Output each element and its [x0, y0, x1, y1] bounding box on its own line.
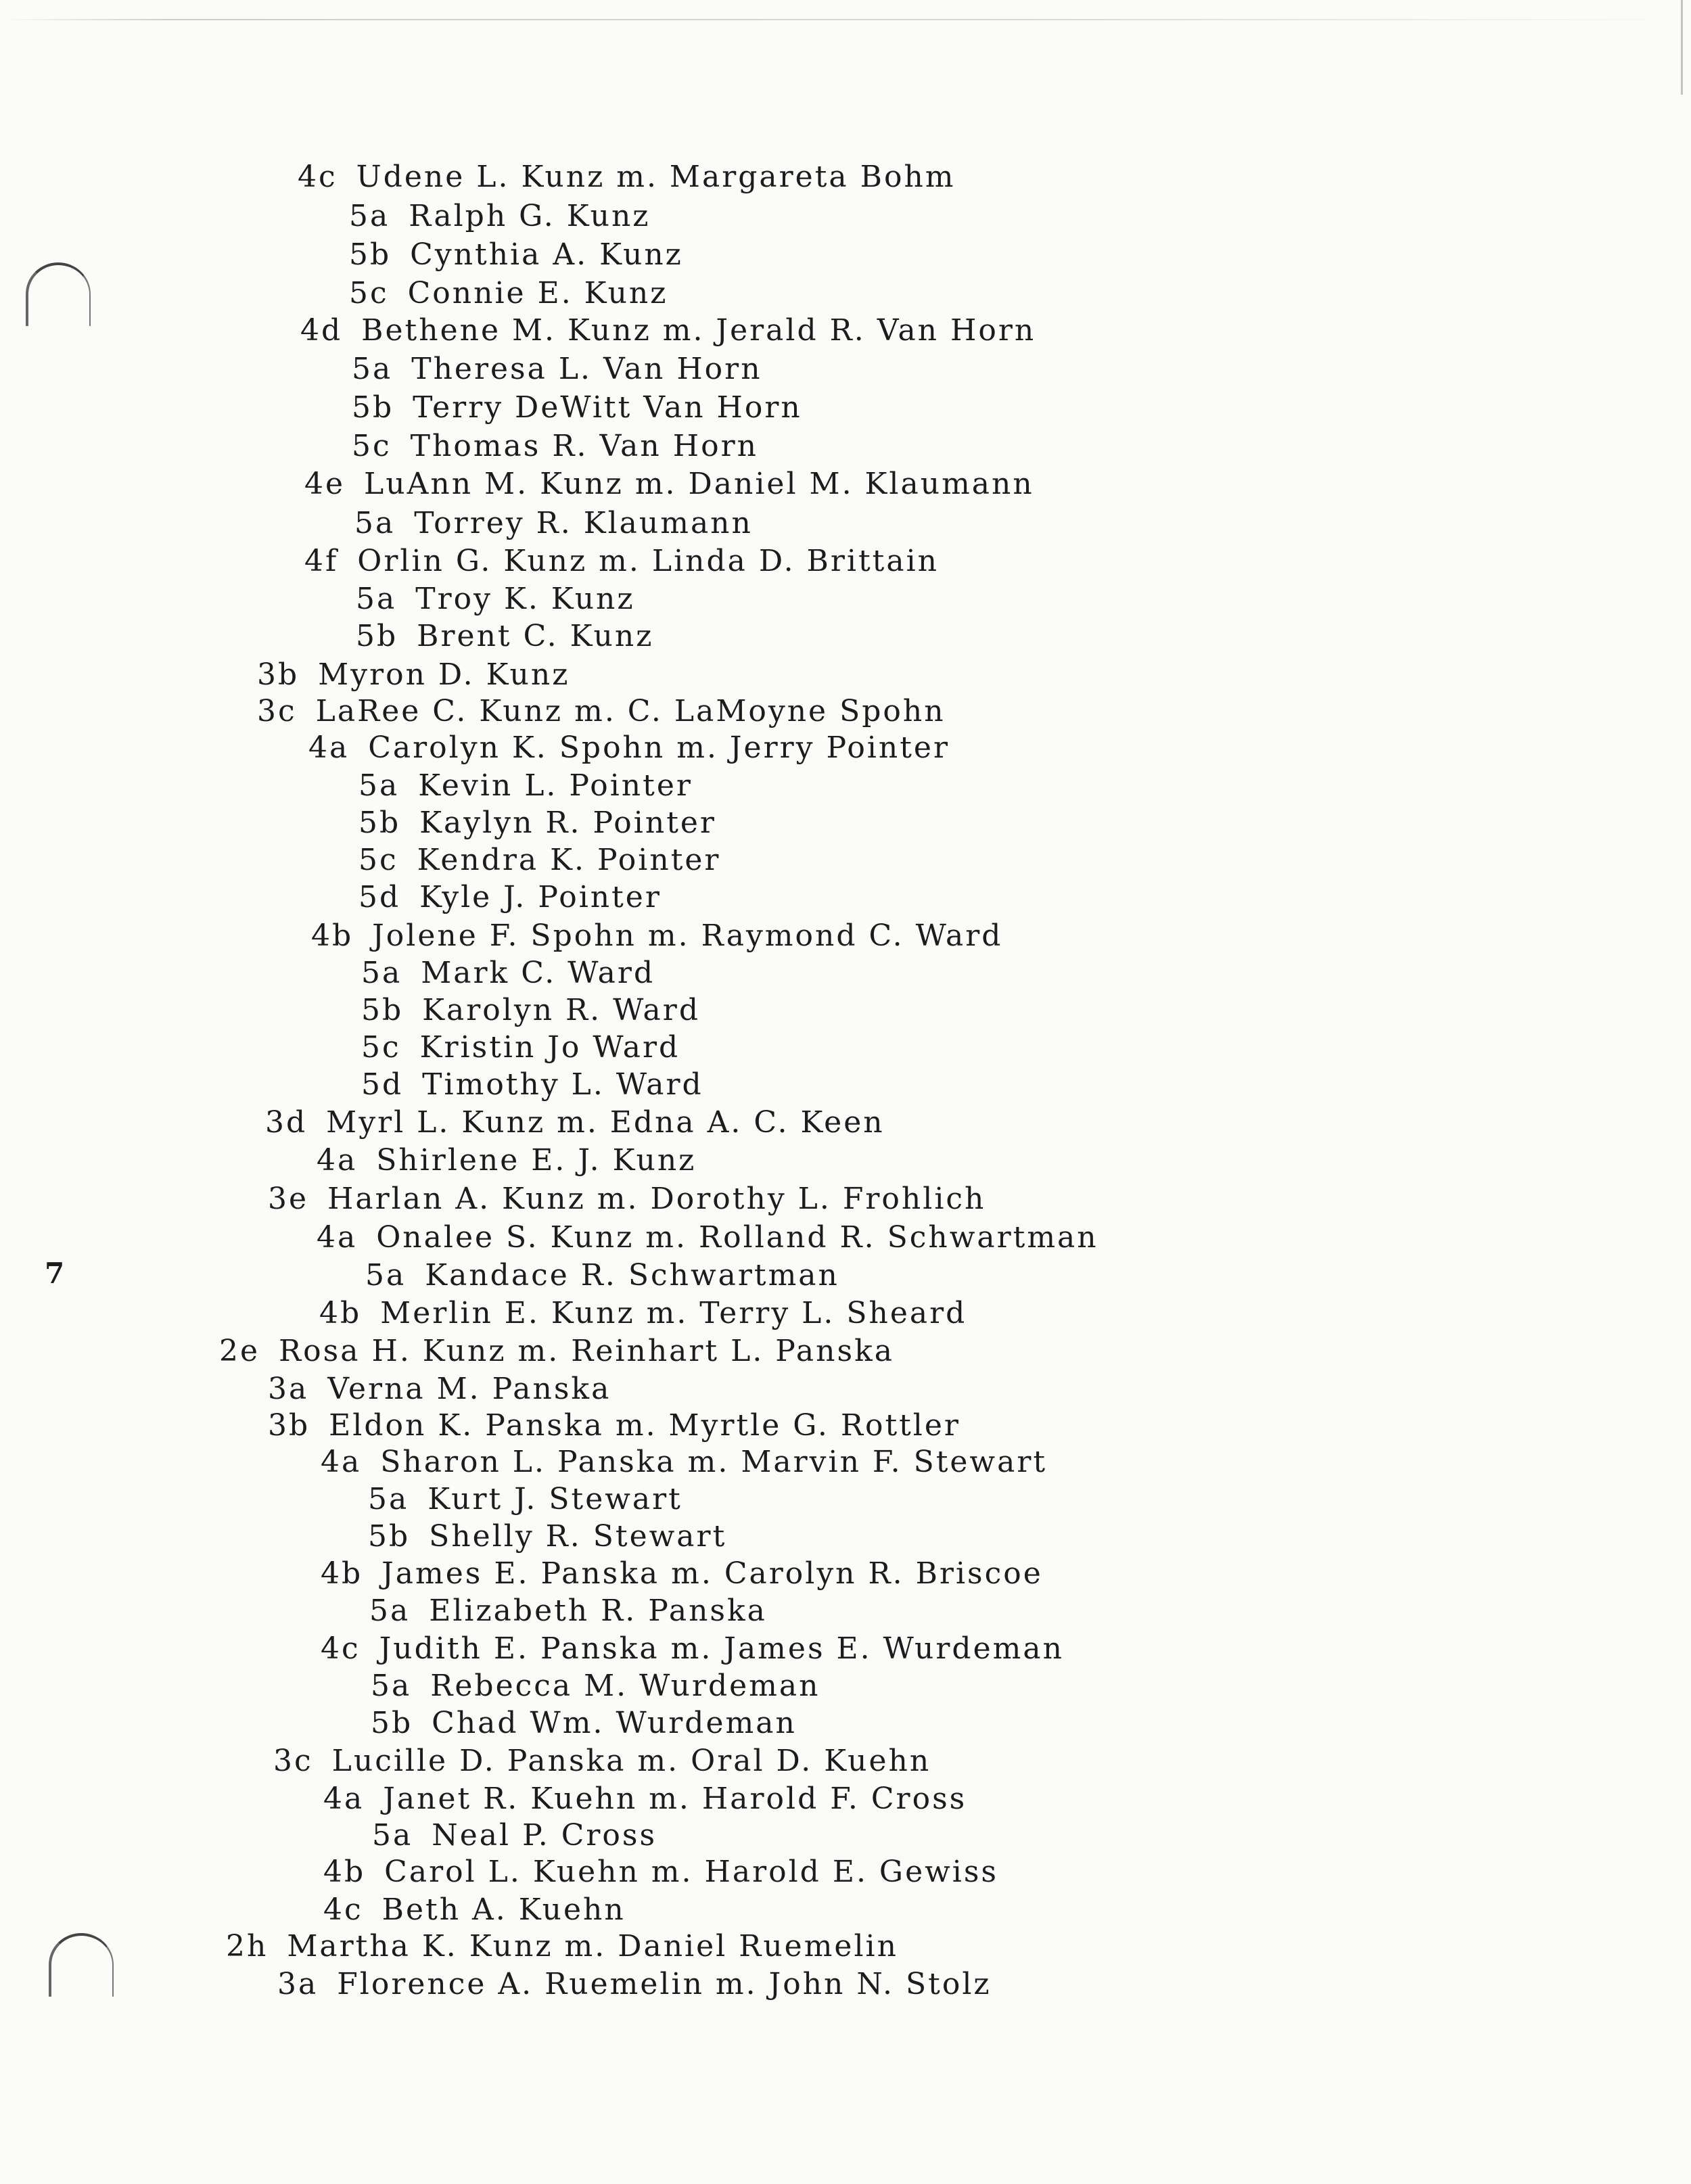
- genealogy-entry: [369, 1596, 767, 1626]
- paper-edge-right: [1681, 0, 1683, 95]
- person-name: LaRee C. Kunz m. C. LaMoyne Spohn: [315, 694, 946, 728]
- generation-code: 4a: [317, 1143, 358, 1178]
- generation-code: 4a: [308, 730, 350, 765]
- genealogy-entry: [372, 1818, 657, 1853]
- genealogy-entry: [219, 1334, 894, 1368]
- genealogy-entry: [371, 1706, 797, 1740]
- genealogy-entry: [317, 1143, 697, 1178]
- person-name: Neal P. Cross: [432, 1818, 657, 1853]
- person-name: Verna M. Panska: [327, 1372, 611, 1406]
- generation-code: 5a: [372, 1818, 413, 1853]
- generation-code: 3c: [257, 694, 297, 728]
- generation-code: 5a: [358, 768, 400, 803]
- generation-code: 3a: [277, 1967, 319, 2001]
- genealogy-entry: [356, 584, 635, 614]
- genealogy-entry: [354, 506, 753, 540]
- generation-code: 5b: [368, 1519, 411, 1554]
- generation-code: 5c: [361, 1030, 401, 1065]
- genealogy-entry: [358, 880, 662, 914]
- genealogy-entry: [349, 199, 651, 233]
- generation-code: 4a: [323, 1782, 365, 1816]
- genealogy-entry: [323, 1784, 967, 1814]
- person-name: Terry DeWitt Van Horn: [413, 390, 802, 425]
- generation-code: 5a: [371, 1669, 412, 1703]
- generation-code: 3b: [268, 1408, 310, 1443]
- person-name: Florence A. Ruemelin m. John N. Stolz: [337, 1967, 992, 2001]
- genealogy-entry: [358, 808, 716, 838]
- person-name: Udene L. Kunz m. Margareta Bohm: [356, 160, 956, 194]
- genealogy-entry: [361, 1030, 680, 1065]
- generation-code: 4d: [300, 313, 343, 348]
- generation-code: 3a: [268, 1372, 309, 1406]
- generation-code: 4a: [321, 1445, 362, 1479]
- person-name: Myron D. Kunz: [318, 657, 570, 692]
- generation-code: 4b: [311, 919, 354, 953]
- generation-code: 5b: [361, 993, 404, 1027]
- person-name: Rosa H. Kunz m. Reinhart L. Panska: [279, 1334, 894, 1368]
- generation-code: 4b: [321, 1556, 363, 1591]
- person-name: Bethene M. Kunz m. Jerald R. Van Horn: [361, 313, 1036, 348]
- genealogy-entry: [226, 1929, 898, 1964]
- paper-edge: [0, 19, 1691, 20]
- person-name: Eldon K. Panska m. Myrtle G. Rottler: [329, 1408, 960, 1443]
- person-name: Janet R. Kuehn m. Harold F. Cross: [383, 1782, 967, 1816]
- genealogy-entry: [273, 1746, 931, 1776]
- person-name: Ralph G. Kunz: [409, 199, 651, 233]
- genealogy-entry: [365, 1258, 839, 1293]
- person-name: Troy K. Kunz: [415, 582, 635, 616]
- genealogy-entry: [368, 1519, 727, 1554]
- genealogy-entry: [268, 1408, 960, 1443]
- person-name: Torrey R. Klaumann: [414, 506, 753, 540]
- genealogy-entry: [323, 1892, 626, 1927]
- person-name: Jolene F. Spohn m. Raymond C. Ward: [372, 919, 1003, 953]
- genealogy-entry: [321, 1556, 1043, 1591]
- person-name: Martha K. Kunz m. Daniel Ruemelin: [287, 1929, 898, 1964]
- genealogy-entry: [257, 657, 570, 692]
- person-name: Connie E. Kunz: [407, 276, 668, 310]
- generation-code: 4c: [321, 1631, 361, 1666]
- genealogy-entry: [265, 1105, 885, 1140]
- genealogy-entry: [349, 237, 683, 272]
- generation-code: 2h: [226, 1929, 269, 1964]
- person-name: Kristin Jo Ward: [419, 1030, 680, 1065]
- person-name: Kaylyn R. Pointer: [419, 806, 716, 840]
- generation-code: 5b: [358, 806, 401, 840]
- person-name: Rebecca M. Wurdeman: [430, 1669, 820, 1703]
- genealogy-entry: [321, 1447, 1047, 1477]
- generation-code: 5c: [352, 429, 392, 463]
- genealogy-entry: [368, 1482, 682, 1516]
- person-name: Mark C. Ward: [421, 956, 655, 990]
- generation-code: 5c: [349, 276, 389, 310]
- person-name: Karolyn R. Ward: [422, 993, 700, 1027]
- generation-code: 5d: [361, 1067, 404, 1102]
- genealogy-entry: [311, 921, 1002, 951]
- person-name: Beth A. Kuehn: [381, 1892, 626, 1927]
- genealogy-entry: [321, 1631, 1064, 1666]
- genealogy-entry: [361, 1067, 703, 1102]
- generation-code: 3e: [268, 1182, 309, 1216]
- generation-code: 5a: [349, 199, 390, 233]
- genealogy-entry: [352, 429, 758, 463]
- person-name: Sharon L. Panska m. Marvin F. Stewart: [380, 1445, 1048, 1479]
- generation-code: 4e: [304, 467, 346, 501]
- person-name: Lucille D. Panska m. Oral D. Kuehn: [331, 1744, 931, 1778]
- person-name: Judith E. Panska m. James E. Wurdeman: [379, 1631, 1064, 1666]
- person-name: Onalee S. Kunz m. Rolland R. Schwartman: [376, 1220, 1098, 1255]
- genealogy-entry: [352, 390, 802, 425]
- genealogy-entry: [361, 993, 700, 1027]
- punch-hole-icon: [26, 262, 91, 326]
- person-name: Carolyn K. Spohn m. Jerry Pointer: [368, 730, 950, 765]
- person-name: James E. Panska m. Carolyn R. Briscoe: [381, 1556, 1043, 1591]
- genealogy-entry: [371, 1671, 820, 1701]
- genealogy-entry: [268, 1374, 611, 1404]
- generation-code: 2e: [219, 1334, 260, 1368]
- person-name: Myrl L. Kunz m. Edna A. C. Keen: [326, 1105, 885, 1140]
- person-name: Kendra K. Pointer: [417, 843, 721, 877]
- genealogy-entry: [323, 1857, 998, 1887]
- person-name: Orlin G. Kunz m. Linda D. Brittain: [357, 544, 939, 578]
- genealogy-entry: [358, 768, 693, 803]
- person-name: Kevin L. Pointer: [418, 768, 693, 803]
- person-name: Chad Wm. Wurdeman: [432, 1706, 797, 1740]
- person-name: Theresa L. Van Horn: [411, 352, 762, 386]
- person-name: Cynthia A. Kunz: [410, 237, 683, 272]
- generation-code: 4f: [304, 544, 339, 578]
- genealogy-entry: [304, 469, 1034, 499]
- generation-code: 5a: [369, 1594, 411, 1628]
- generation-code: 5a: [365, 1258, 407, 1293]
- generation-code: 5b: [356, 619, 398, 653]
- genealogy-entry: [257, 694, 946, 728]
- person-name: LuAnn M. Kunz m. Daniel M. Klaumann: [364, 467, 1034, 501]
- generation-code: 4c: [298, 160, 338, 194]
- person-name: Elizabeth R. Panska: [429, 1594, 767, 1628]
- generation-code: 5b: [349, 237, 392, 272]
- generation-code: 5a: [368, 1482, 409, 1516]
- generation-code: 5a: [356, 582, 397, 616]
- page-number: 7: [45, 1257, 65, 1290]
- generation-code: 5a: [352, 352, 393, 386]
- genealogy-entry: [308, 730, 950, 765]
- person-name: Brent C. Kunz: [417, 619, 654, 653]
- generation-code: 5a: [361, 956, 402, 990]
- genealogy-entry: [277, 1967, 992, 2001]
- person-name: Merlin E. Kunz m. Terry L. Sheard: [380, 1296, 967, 1330]
- genealogy-entry: [352, 354, 762, 384]
- generation-code: 4b: [323, 1855, 366, 1889]
- generation-code: 5a: [354, 506, 396, 540]
- generation-code: 4b: [319, 1296, 362, 1330]
- generation-code: 5c: [358, 843, 398, 877]
- genealogy-entry: [358, 845, 720, 875]
- person-name: Kurt J. Stewart: [427, 1482, 682, 1516]
- punch-hole-icon: [49, 1933, 114, 1997]
- genealogy-entry: [298, 162, 956, 192]
- person-name: Carol L. Kuehn m. Harold E. Gewiss: [384, 1855, 999, 1889]
- person-name: Harlan A. Kunz m. Dorothy L. Frohlich: [327, 1182, 986, 1216]
- person-name: Kyle J. Pointer: [419, 880, 662, 914]
- genealogy-entry: [349, 276, 668, 310]
- generation-code: 5b: [371, 1706, 413, 1740]
- person-name: Kandace R. Schwartman: [425, 1258, 839, 1293]
- genealogy-entry: [317, 1220, 1098, 1255]
- genealogy-entry: [304, 544, 939, 578]
- generation-code: 3c: [273, 1744, 313, 1778]
- generation-code: 4a: [317, 1220, 358, 1255]
- genealogy-entry: [356, 619, 654, 653]
- generation-code: 3b: [257, 657, 300, 692]
- generation-code: 5b: [352, 390, 394, 425]
- person-name: Shirlene E. J. Kunz: [376, 1143, 697, 1178]
- person-name: Thomas R. Van Horn: [410, 429, 758, 463]
- genealogy-entry: [361, 958, 655, 988]
- person-name: Shelly R. Stewart: [429, 1519, 727, 1554]
- generation-code: 3d: [265, 1105, 308, 1140]
- generation-code: 4c: [323, 1892, 363, 1927]
- person-name: Timothy L. Ward: [422, 1067, 703, 1102]
- genealogy-entry: [268, 1184, 986, 1214]
- genealogy-entry: [319, 1296, 967, 1330]
- genealogy-entry: [300, 313, 1036, 348]
- generation-code: 5d: [358, 880, 401, 914]
